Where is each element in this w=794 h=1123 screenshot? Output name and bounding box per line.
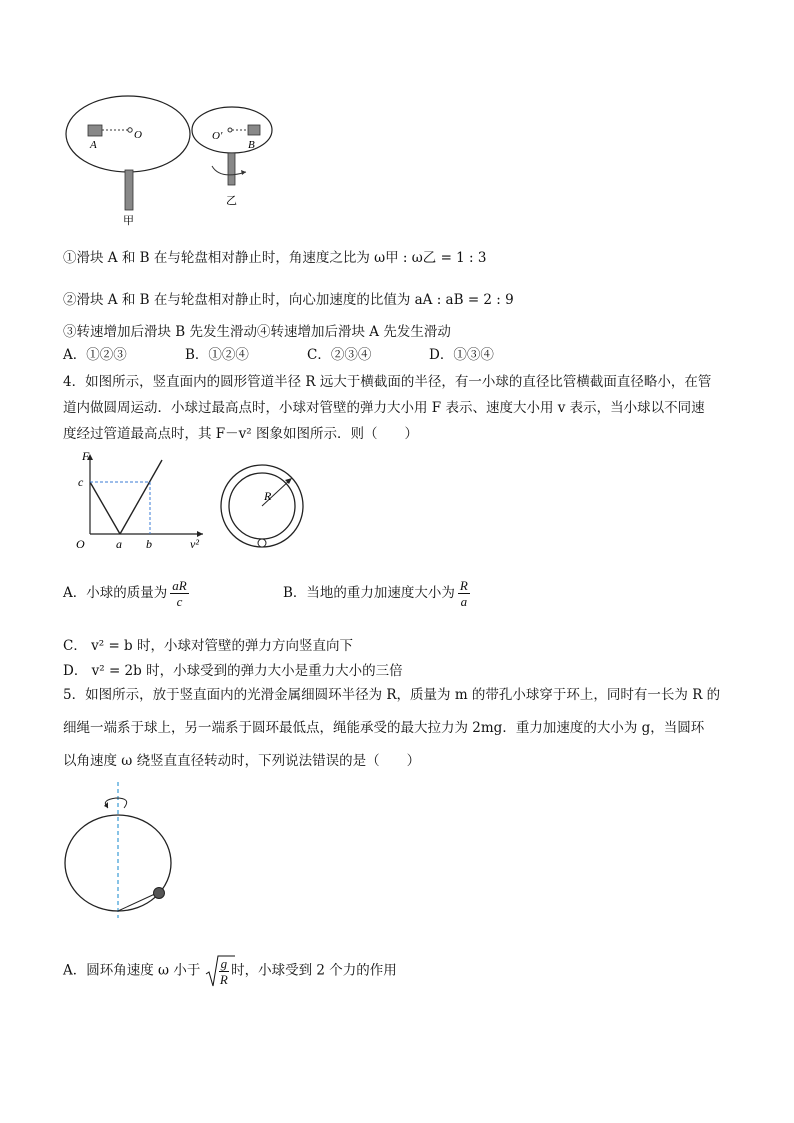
q3-statement-3: ③转速增加后滑块 B 先发生滑动④转速增加后滑块 A 先发生滑动 bbox=[63, 324, 451, 340]
small-ball bbox=[154, 888, 165, 899]
tick-c: c bbox=[78, 475, 84, 489]
q4-option-a[interactable]: A．小球的质量为 $\frac{aR}{c}$ bbox=[63, 578, 187, 609]
label-R: R bbox=[264, 489, 272, 503]
tick-a: a bbox=[116, 537, 122, 551]
q4-option-b[interactable]: B．当地的重力加速度大小为 $\frac{R}{a}$ bbox=[283, 578, 468, 609]
label-A: A bbox=[90, 139, 97, 151]
q3-statement-2: ②滑块 A 和 B 在与轮盘相对静止时，向心加速度的比值为 aA : aB = 2 : 9 bbox=[63, 292, 514, 308]
label-Op: O' bbox=[212, 130, 223, 142]
rotation-arrow-icon bbox=[105, 798, 126, 808]
block-B bbox=[248, 125, 260, 135]
axis-v2: v² bbox=[190, 537, 199, 551]
q4-stem-line-1: 4．如图所示，竖直面内的圆形管道半径 R 远大于横截面的半径，有一小球的直径比管横截面直径略小，在管 bbox=[63, 374, 712, 390]
tick-b: b bbox=[146, 537, 152, 551]
block-A bbox=[88, 125, 102, 136]
axis-F: F bbox=[82, 449, 90, 463]
origin-O: O bbox=[76, 537, 85, 551]
graph-line bbox=[90, 482, 120, 534]
label-yi: 乙 bbox=[226, 195, 237, 207]
q4-stem-line-2: 道内做圆周运动．小球过最高点时，小球对管壁的弹力大小用 F 表示、速度大小用 v 表示，当小球以不同速 bbox=[63, 400, 705, 416]
q3-option-a[interactable]: A．①②③ bbox=[63, 347, 127, 363]
circular-pipe-figure bbox=[218, 458, 308, 558]
q5-option-a[interactable]: A．圆环角速度 ω 小于 $\frac{g}{R}$ 时，小球受到 2 个力的作用 bbox=[63, 955, 397, 987]
figure-turntables bbox=[60, 92, 310, 232]
f-v2-graph bbox=[68, 448, 208, 558]
q4-stem-line-3: 度经过管道最高点时，其 F－v² 图象如图所示．则（ ） bbox=[63, 426, 418, 442]
disc-jia bbox=[66, 96, 190, 172]
q3-options bbox=[63, 343, 494, 363]
label-B: B bbox=[248, 139, 255, 151]
q5-stem-line-2: 细绳一端系于球上，另一端系于圆环最低点，绳能承受的最大拉力为 2mg．重力加速度的大小为 g，当圆环 bbox=[63, 720, 705, 736]
label-jia: 甲 bbox=[123, 215, 134, 227]
q4-option-c[interactable]: C． v² = b 时，小球对管壁的弹力方向竖直向下 bbox=[63, 638, 353, 654]
q3-statement-1: ①滑块 A 和 B 在与轮盘相对静止时，角速度之比为 ω甲 : ω乙 = 1 : 3 bbox=[63, 250, 487, 266]
q3-option-c[interactable]: C．②③④ bbox=[307, 347, 372, 363]
shaft-yi bbox=[228, 153, 235, 185]
ball bbox=[258, 539, 266, 547]
q4-option-d[interactable]: D． v² = 2b 时，小球受到的弹力大小是重力大小的三倍 bbox=[63, 663, 403, 679]
q5-stem-line-3: 以角速度 ω 绕竖直直径转动时，下列说法错误的是（ ） bbox=[63, 753, 421, 769]
q5-stem-line-1: 5．如图所示，放于竖直面内的光滑金属细圆环半径为 R，质量为 m 的带孔小球穿于环上，同时有一长为 R 的 bbox=[63, 687, 721, 703]
label-O: O bbox=[134, 129, 142, 141]
q3-option-b[interactable]: B．①②④ bbox=[185, 347, 249, 363]
shaft-jia bbox=[125, 170, 133, 210]
rotating-ring-figure bbox=[60, 780, 180, 920]
q3-option-d[interactable]: D．①③④ bbox=[429, 347, 494, 363]
